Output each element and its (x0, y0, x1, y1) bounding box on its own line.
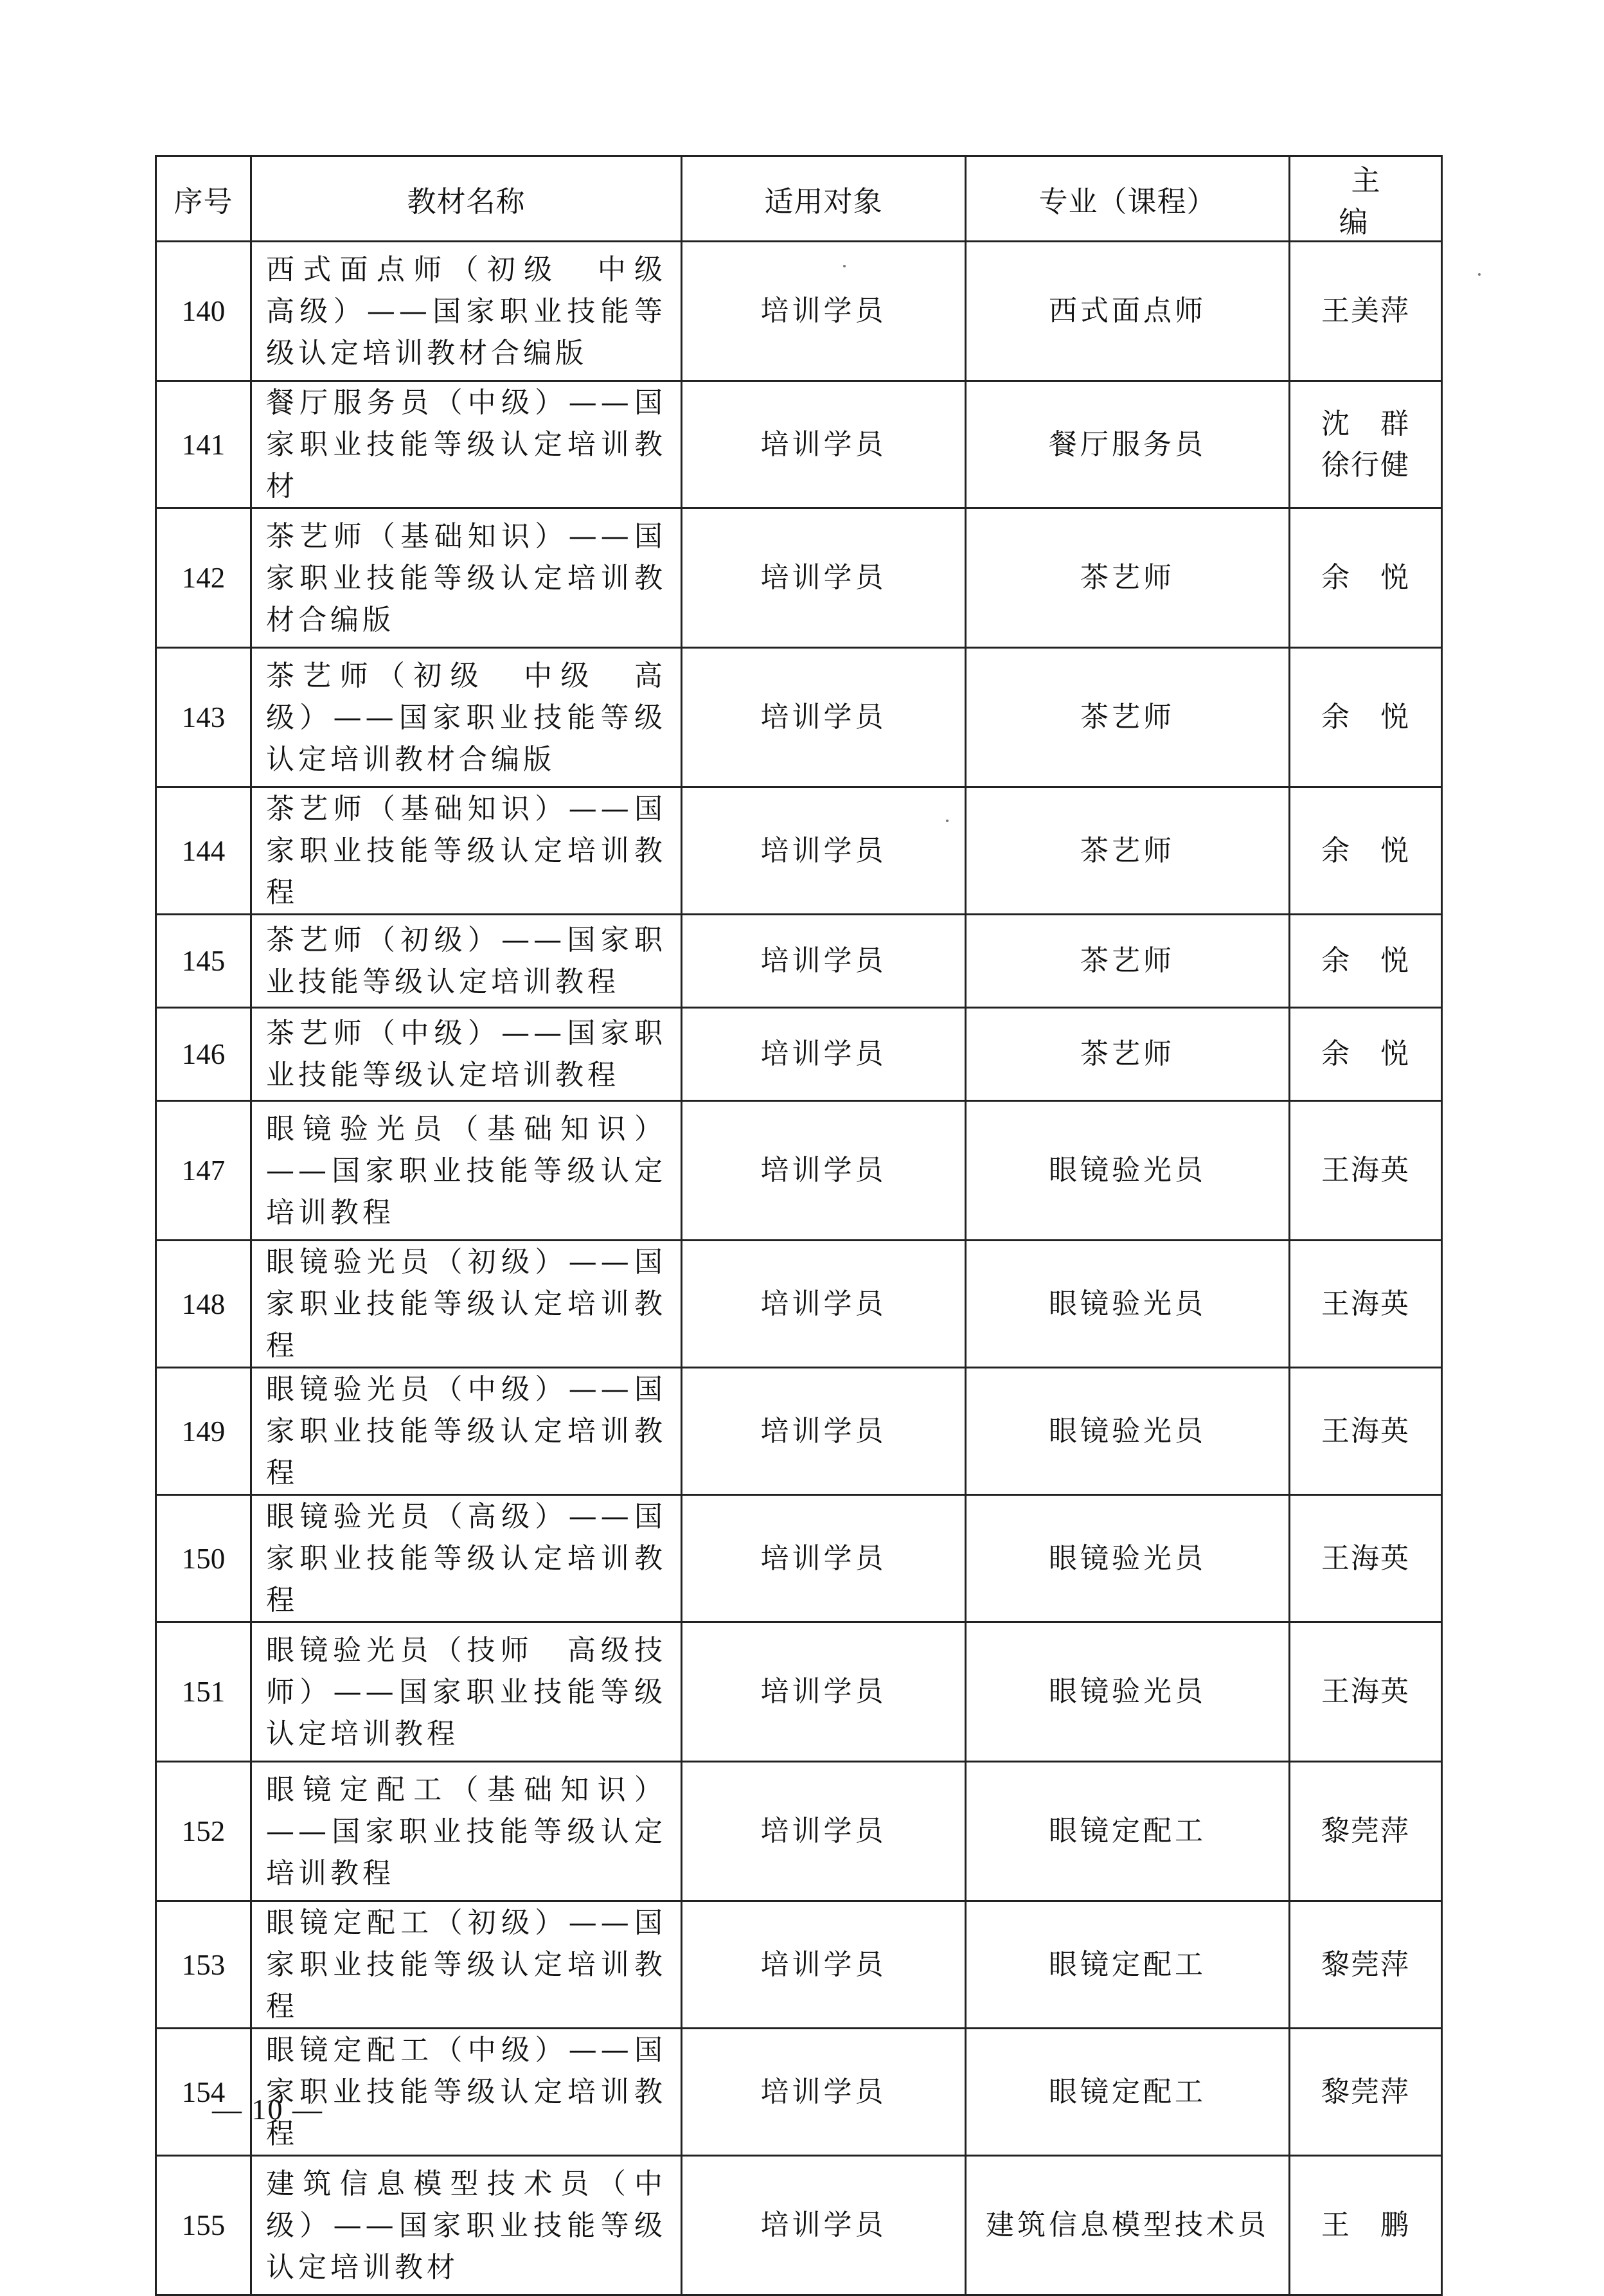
cell-major-course: 眼镜验光员 (966, 1622, 1290, 1762)
header-serial-number: 序号 (156, 156, 251, 242)
cell-target-audience: 培训学员 (682, 1495, 966, 1622)
cell-chief-editor: 余 悦 (1290, 915, 1442, 1008)
cell-target-audience: 培训学员 (682, 1008, 966, 1101)
cell-serial-number: 143 (156, 648, 251, 787)
page-number: — 10 — (212, 2093, 323, 2126)
cell-serial-number: 142 (156, 508, 251, 648)
table-row (156, 1901, 1442, 2029)
cell-serial-number: 152 (156, 1762, 251, 1901)
cell-major-course: 眼镜验光员 (966, 1495, 1290, 1622)
table-header-row (156, 156, 1442, 242)
cell-chief-editor: 王海英 (1290, 1101, 1442, 1241)
cell-target-audience: 培训学员 (682, 1622, 966, 1762)
cell-major-course: 茶艺师 (966, 915, 1290, 1008)
cell-chief-editor: 沈 群 徐行健 (1290, 381, 1442, 508)
cell-textbook-title: 眼镜定配工（中级）——国家职业技能等级认定培训教程 (251, 2029, 682, 2156)
table-row (156, 915, 1442, 1008)
cell-textbook-title: 眼镜验光员（初级）——国家职业技能等级认定培训教程 (251, 1241, 682, 1368)
header-chief-editor: 主 编 (1290, 156, 1442, 242)
table-row (156, 1101, 1442, 1241)
header-textbook-title: 教材名称 (251, 156, 682, 242)
cell-chief-editor: 黎莞萍 (1290, 1901, 1442, 2029)
table-row (156, 2156, 1442, 2295)
cell-textbook-title: 茶艺师（基础知识）——国家职业技能等级认定培训教材合编版 (251, 508, 682, 648)
cell-major-course: 西式面点师 (966, 242, 1290, 381)
cell-target-audience: 培训学员 (682, 508, 966, 648)
cell-target-audience: 培训学员 (682, 242, 966, 381)
scan-speck (946, 820, 949, 822)
cell-target-audience: 培训学员 (682, 915, 966, 1008)
table-row (156, 787, 1442, 915)
header-major-course: 专业（课程） (966, 156, 1290, 242)
cell-chief-editor: 黎莞萍 (1290, 2029, 1442, 2156)
table-row (156, 1368, 1442, 1495)
cell-target-audience: 培训学员 (682, 2029, 966, 2156)
cell-chief-editor: 王美萍 (1290, 242, 1442, 381)
cell-textbook-title: 建筑信息模型技术员（中级）——国家职业技能等级认定培训教材 (251, 2156, 682, 2295)
scan-speck (1478, 273, 1481, 276)
cell-major-course: 眼镜定配工 (966, 1901, 1290, 2029)
table-row (156, 242, 1442, 381)
cell-major-course: 眼镜验光员 (966, 1101, 1290, 1241)
cell-target-audience: 培训学员 (682, 1368, 966, 1495)
cell-major-course: 茶艺师 (966, 787, 1290, 915)
cell-target-audience: 培训学员 (682, 1241, 966, 1368)
cell-textbook-title: 茶艺师（中级）——国家职业技能等级认定培训教程 (251, 1008, 682, 1101)
cell-serial-number: 151 (156, 1622, 251, 1762)
cell-serial-number: 155 (156, 2156, 251, 2295)
textbook-catalog-table (155, 155, 1458, 2296)
cell-major-course: 眼镜验光员 (966, 1241, 1290, 1368)
cell-serial-number: 147 (156, 1101, 251, 1241)
cell-textbook-title: 茶艺师（初级 中级 高级）——国家职业技能等级认定培训教材合编版 (251, 648, 682, 787)
table-row (156, 1495, 1442, 1622)
cell-target-audience: 培训学员 (682, 1101, 966, 1241)
table-row (156, 1762, 1442, 1901)
cell-serial-number: 153 (156, 1901, 251, 2029)
cell-chief-editor: 余 悦 (1290, 787, 1442, 915)
table-row (156, 1622, 1442, 1762)
cell-major-course: 眼镜定配工 (966, 2029, 1290, 2156)
cell-major-course: 餐厅服务员 (966, 381, 1290, 508)
cell-serial-number: 146 (156, 1008, 251, 1101)
cell-major-course: 建筑信息模型技术员 (966, 2156, 1290, 2295)
cell-chief-editor: 余 悦 (1290, 648, 1442, 787)
cell-major-course: 茶艺师 (966, 508, 1290, 648)
cell-textbook-title: 餐厅服务员（中级）——国家职业技能等级认定培训教材 (251, 381, 682, 508)
cell-serial-number: 148 (156, 1241, 251, 1368)
cell-major-course: 茶艺师 (966, 648, 1290, 787)
cell-target-audience: 培训学员 (682, 381, 966, 508)
cell-target-audience: 培训学员 (682, 2156, 966, 2295)
cell-chief-editor: 余 悦 (1290, 508, 1442, 648)
cell-textbook-title: 眼镜验光员（技师 高级技师）——国家职业技能等级认定培训教程 (251, 1622, 682, 1762)
cell-target-audience: 培训学员 (682, 1762, 966, 1901)
cell-chief-editor: 王海英 (1290, 1368, 1442, 1495)
cell-serial-number: 154 (156, 2029, 251, 2156)
cell-chief-editor: 王海英 (1290, 1495, 1442, 1622)
cell-textbook-title: 眼镜验光员（基础知识）——国家职业技能等级认定培训教程 (251, 1101, 682, 1241)
cell-chief-editor: 王海英 (1290, 1241, 1442, 1368)
cell-textbook-title: 眼镜定配工（初级）——国家职业技能等级认定培训教程 (251, 1901, 682, 2029)
table-row (156, 648, 1442, 787)
scan-speck (843, 265, 846, 267)
cell-chief-editor: 余 悦 (1290, 1008, 1442, 1101)
cell-chief-editor: 黎莞萍 (1290, 1762, 1442, 1901)
cell-serial-number: 141 (156, 381, 251, 508)
cell-textbook-title: 西式面点师（初级 中级 高级）——国家职业技能等级认定培训教材合编版 (251, 242, 682, 381)
cell-major-course: 眼镜验光员 (966, 1368, 1290, 1495)
cell-serial-number: 145 (156, 915, 251, 1008)
cell-major-course: 茶艺师 (966, 1008, 1290, 1101)
table-row (156, 381, 1442, 508)
cell-serial-number: 149 (156, 1368, 251, 1495)
header-target-audience: 适用对象 (682, 156, 966, 242)
cell-serial-number: 140 (156, 242, 251, 381)
table-row (156, 1241, 1442, 1368)
cell-major-course: 眼镜定配工 (966, 1762, 1290, 1901)
cell-target-audience: 培训学员 (682, 1901, 966, 2029)
cell-serial-number: 150 (156, 1495, 251, 1622)
cell-serial-number: 144 (156, 787, 251, 915)
cell-textbook-title: 茶艺师（初级）——国家职业技能等级认定培训教程 (251, 915, 682, 1008)
cell-target-audience: 培训学员 (682, 648, 966, 787)
cell-target-audience: 培训学员 (682, 787, 966, 915)
cell-textbook-title: 眼镜验光员（高级）——国家职业技能等级认定培训教程 (251, 1495, 682, 1622)
table-row (156, 2029, 1442, 2156)
cell-textbook-title: 眼镜定配工（基础知识）——国家职业技能等级认定培训教程 (251, 1762, 682, 1901)
cell-chief-editor: 王海英 (1290, 1622, 1442, 1762)
cell-textbook-title: 眼镜验光员（中级）——国家职业技能等级认定培训教程 (251, 1368, 682, 1495)
table-row (156, 508, 1442, 648)
cell-chief-editor: 王 鹏 (1290, 2156, 1442, 2295)
cell-textbook-title: 茶艺师（基础知识）——国家职业技能等级认定培训教程 (251, 787, 682, 915)
table-row (156, 1008, 1442, 1101)
